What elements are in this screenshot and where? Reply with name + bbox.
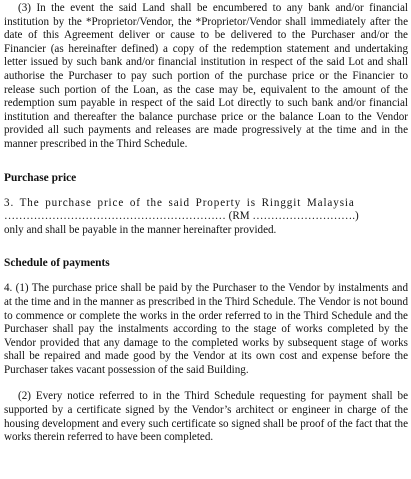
clause-3-line-3: only and shall be payable in the manner hereinafter provided.: [4, 223, 277, 236]
heading-schedule-of-payments: Schedule of payments: [4, 257, 110, 270]
heading-purchase-price: Purchase price: [4, 171, 77, 184]
clause-3-amount-blank: …………………………………………………… (RM ……………………….): [4, 210, 359, 223]
clause-4-1: 4. (1) The purchase price shall be paid by the Purchaser to the Vendor by instalments and at the time and in the manner as prescribed in the Third Schedule. The Vendor is not bound to commence or complete the works in the order referred to in the Third Schedule and the Purchaser shall pay the instalments according to the stage of works completed by the Vendor provided that any damage to the completed works by subsequent stage of works shall be repaired and made good by the Vendor at its own cost and expense before the Purchaser takes vacant possession of the said Building.: [4, 282, 408, 376]
clause-purchase-price: [4, 197, 408, 238]
clause-4-2: (2) Every notice referred to in the Third Schedule requesting for payment shall be supported by a certificate signed by the Vendor’s architect or engineer in charge of the housing development and every such certificate so signed shall be proof of the fact that the works therein referred to have been completed.: [4, 390, 408, 444]
document-page: [4, 2, 408, 445]
clause-3-line-1: 3. The purchase price of the said Property is Ringgit Malaysia: [4, 196, 355, 209]
paragraph-redemption: (3) In the event the said Land shall be encumbered to any bank and/or financial institution by the *Proprietor/Vendor, the *Proprietor/Vendor shall immediately after the date of this Agreement deliver or cause to be delivered to the Purchaser and/or the Financier (as hereinafter defined) a copy of the redemption statement and undertaking letter issued by such bank and/or financial institution in respect of the said Lot and shall authorise the Purchaser to pay such portion of the purchase price or the Financier to release such portion of the Loan, as the case may be, equivalent to the amount of the redemption sum payable in respect of the said Lot directly to such bank and/or financial institution and thereafter the balance purchase price or the balance Loan to the Vendor provided all such payments and releases are made progressively at the time and in the manner prescribed in the Third Schedule.: [4, 2, 408, 150]
